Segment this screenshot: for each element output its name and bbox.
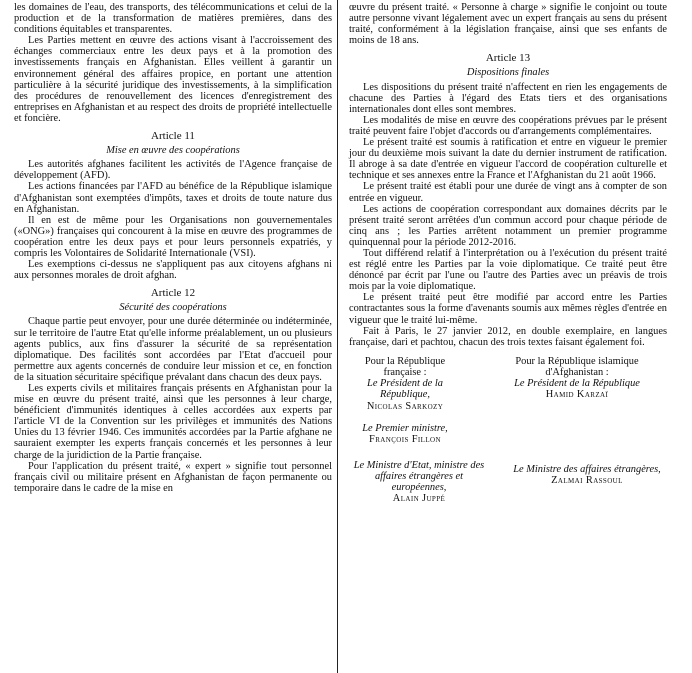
article-11-title: Article 11	[151, 130, 195, 143]
paragraph: Les actions financées par l'AFD au bénéfice de la République islamique d'Afghanistan sont exemptées d'impôts, taxes et droits de toute nature dus en Afghanistan.	[14, 181, 332, 215]
column-divider	[337, 0, 338, 673]
right-column	[349, 2, 667, 546]
signature-role: Le Premier ministre,	[362, 422, 448, 434]
paragraph: Le présent traité peut être modifié par accord entre les Parties contractantes sous la forme d'avenants soumis aux mêmes règles d'entrée en vigueur que le traité lui-même.	[349, 292, 667, 326]
signature-role: Le Ministre d'Etat, ministre des affaires étrangères et européennes,	[353, 459, 485, 494]
paragraph: Les exemptions ci-dessus ne s'appliquent pas aux citoyens afghans ni aux personnes morales de droit afghan.	[14, 259, 332, 282]
article-13-title: Article 13	[485, 52, 531, 65]
paragraph: Le présent traité est soumis à ratification et entre en vigueur le premier jour du deuxième mois suivant la date du dernier instrument de ratification. Il abroge à sa date d'entrée en vigueur l'accord de coopération culturelle et technique et ses annexes entre la France et l'Afghanistan du 21 août 1966.	[349, 137, 667, 182]
article-11-subtitle: Mise en œuvre des coopérations	[106, 145, 240, 157]
paragraph: Les actions de coopération correspondant aux domaines décrits par le présent traité seront arrêtées d'un commun accord pour chaque période de cinq ans ; les Parties arrêtent notamment un premier programme quinquennal pour la période 2012-2016.	[349, 203, 667, 248]
paragraph: Fait à Paris, le 27 janvier 2012, en double exemplaire, en langues française, dari et pachtou, chacun des trois textes faisant également foi.	[349, 325, 667, 348]
paragraph: Les Parties mettent en œuvre des actions visant à l'accroissement des échanges commerciaux entre les deux pays et à la promotion des investissements français en Afghanistan. Elles veillent à garantir un environnement général des affaires propice, en portant une attention particulière à la sécurité juridique des investissements, à la simplification des procédures de renouvellement des licences d'enregistrement des entreprises en Afghanistan et au respect des droits de propriété intellectuelle et foncière.	[14, 35, 332, 124]
paragraph: œuvre du présent traité. « Personne à charge » signifie le conjoint ou toute autre personne vivant légalement avec un expert français au sens du présent traité, conformément à la législation française, ainsi que ses enfants de moins de 18 ans.	[349, 2, 667, 47]
signatory-name: Alain Juppé	[392, 493, 446, 505]
left-column	[14, 2, 332, 494]
paragraph: Le présent traité est établi pour une durée de vingt ans à compter de son entrée en vigueur.	[349, 181, 667, 204]
paragraph: Les modalités de mise en œuvre des coopérations prévues par le présent traité peuvent faire l'objet d'accords ou d'arrangements complémentaires.	[349, 114, 667, 137]
signature-role: Le Ministre des affaires étrangères,	[513, 463, 661, 475]
signature-prime-minister	[349, 423, 461, 445]
signatory-name: François Fillon	[369, 434, 441, 446]
paragraph: les domaines de l'eau, des transports, des télécommunications et celui de la production et de la transformation de matières premières, dans des conditions équitables et transparentes.	[14, 2, 332, 36]
signature-block	[349, 356, 667, 546]
paragraph: Il en est de même pour les Organisations non gouvernementales («ONG») françaises qui concourent à la mise en œuvre des programmes de coopération entre les deux pays et pour leurs personnels expatriés, y compris les Volontaires de Solidarité Internationale (VSI).	[14, 214, 332, 259]
signature-french-minister	[349, 460, 489, 505]
article-12-subtitle: Sécurité des coopérations	[119, 302, 227, 314]
signatory-name: Hamid Karzaï	[545, 389, 609, 401]
paragraph: Pour l'application du présent traité, « expert » signifie tout personnel français civil ou militaire présent en Afghanistan de façon permanente ou temporaire dans le cadre de la mise en	[14, 460, 332, 494]
signature-role: Le Président de la République	[514, 378, 640, 390]
signature-afghan-minister	[509, 464, 665, 486]
paragraph: Chaque partie peut envoyer, pour une durée déterminée ou indéterminée, sur le territoire de l'autre Etat qu'elle informe préalablement, un ou plusieurs agents publics, aux fins d'assurer la sécurité de sa représentation diplomatique. Des facilités sont accordées par l'Etat d'accueil pour permettre aux agents concernés de conduire leur mission et ce, en fonction de la situation sécuritaire spécifique prévalant dans chacun des deux pays.	[14, 316, 332, 383]
signatory-name: Nicolas Sarkozy	[366, 400, 444, 412]
signature-afghanistan	[487, 356, 667, 401]
paragraph: Les dispositions du présent traité n'affectent en rien les engagements de chacune des Parties à l'égard des Etats tiers et des organisations internationales dont elles sont membres.	[349, 81, 667, 115]
signature-role: Le Président de la République,	[367, 378, 443, 401]
signatory-name: Zalmai Rassoul	[551, 475, 623, 487]
paragraph: Les experts civils et militaires français présents en Afghanistan pour la mise en œuvre du présent traité, ainsi que les personnes à leur charge, bénéficient d'immunités identiques à celles accordées aux experts par l'article VI de la Convention sur les privilèges et immunités des Nations Unies du 13 février 1946. Ces immunités accordées par la Partie afghane ne sauraient exempter les experts français concernés et les personnes à leur charge de la juridiction de la Partie française.	[14, 383, 332, 461]
paragraph: Les autorités afghanes facilitent les activités de l'Agence française de développement (AFD).	[14, 159, 332, 182]
signature-country: Pour la République islamique d'Afghanistan :	[515, 355, 639, 379]
signature-country: Pour la République française :	[364, 355, 446, 379]
article-13-subtitle: Dispositions finales	[466, 67, 550, 79]
paragraph: Tout différend relatif à l'interprétation ou à l'exécution du présent traité est réglé entre les Parties par la voie diplomatique. Ce traité peut être dénoncé par écrit par l'une ou l'autre des Parties avec un préavis de trois mois par la voie diplomatique.	[349, 247, 667, 293]
article-12-title: Article 12	[150, 287, 196, 300]
signature-france	[349, 356, 461, 412]
